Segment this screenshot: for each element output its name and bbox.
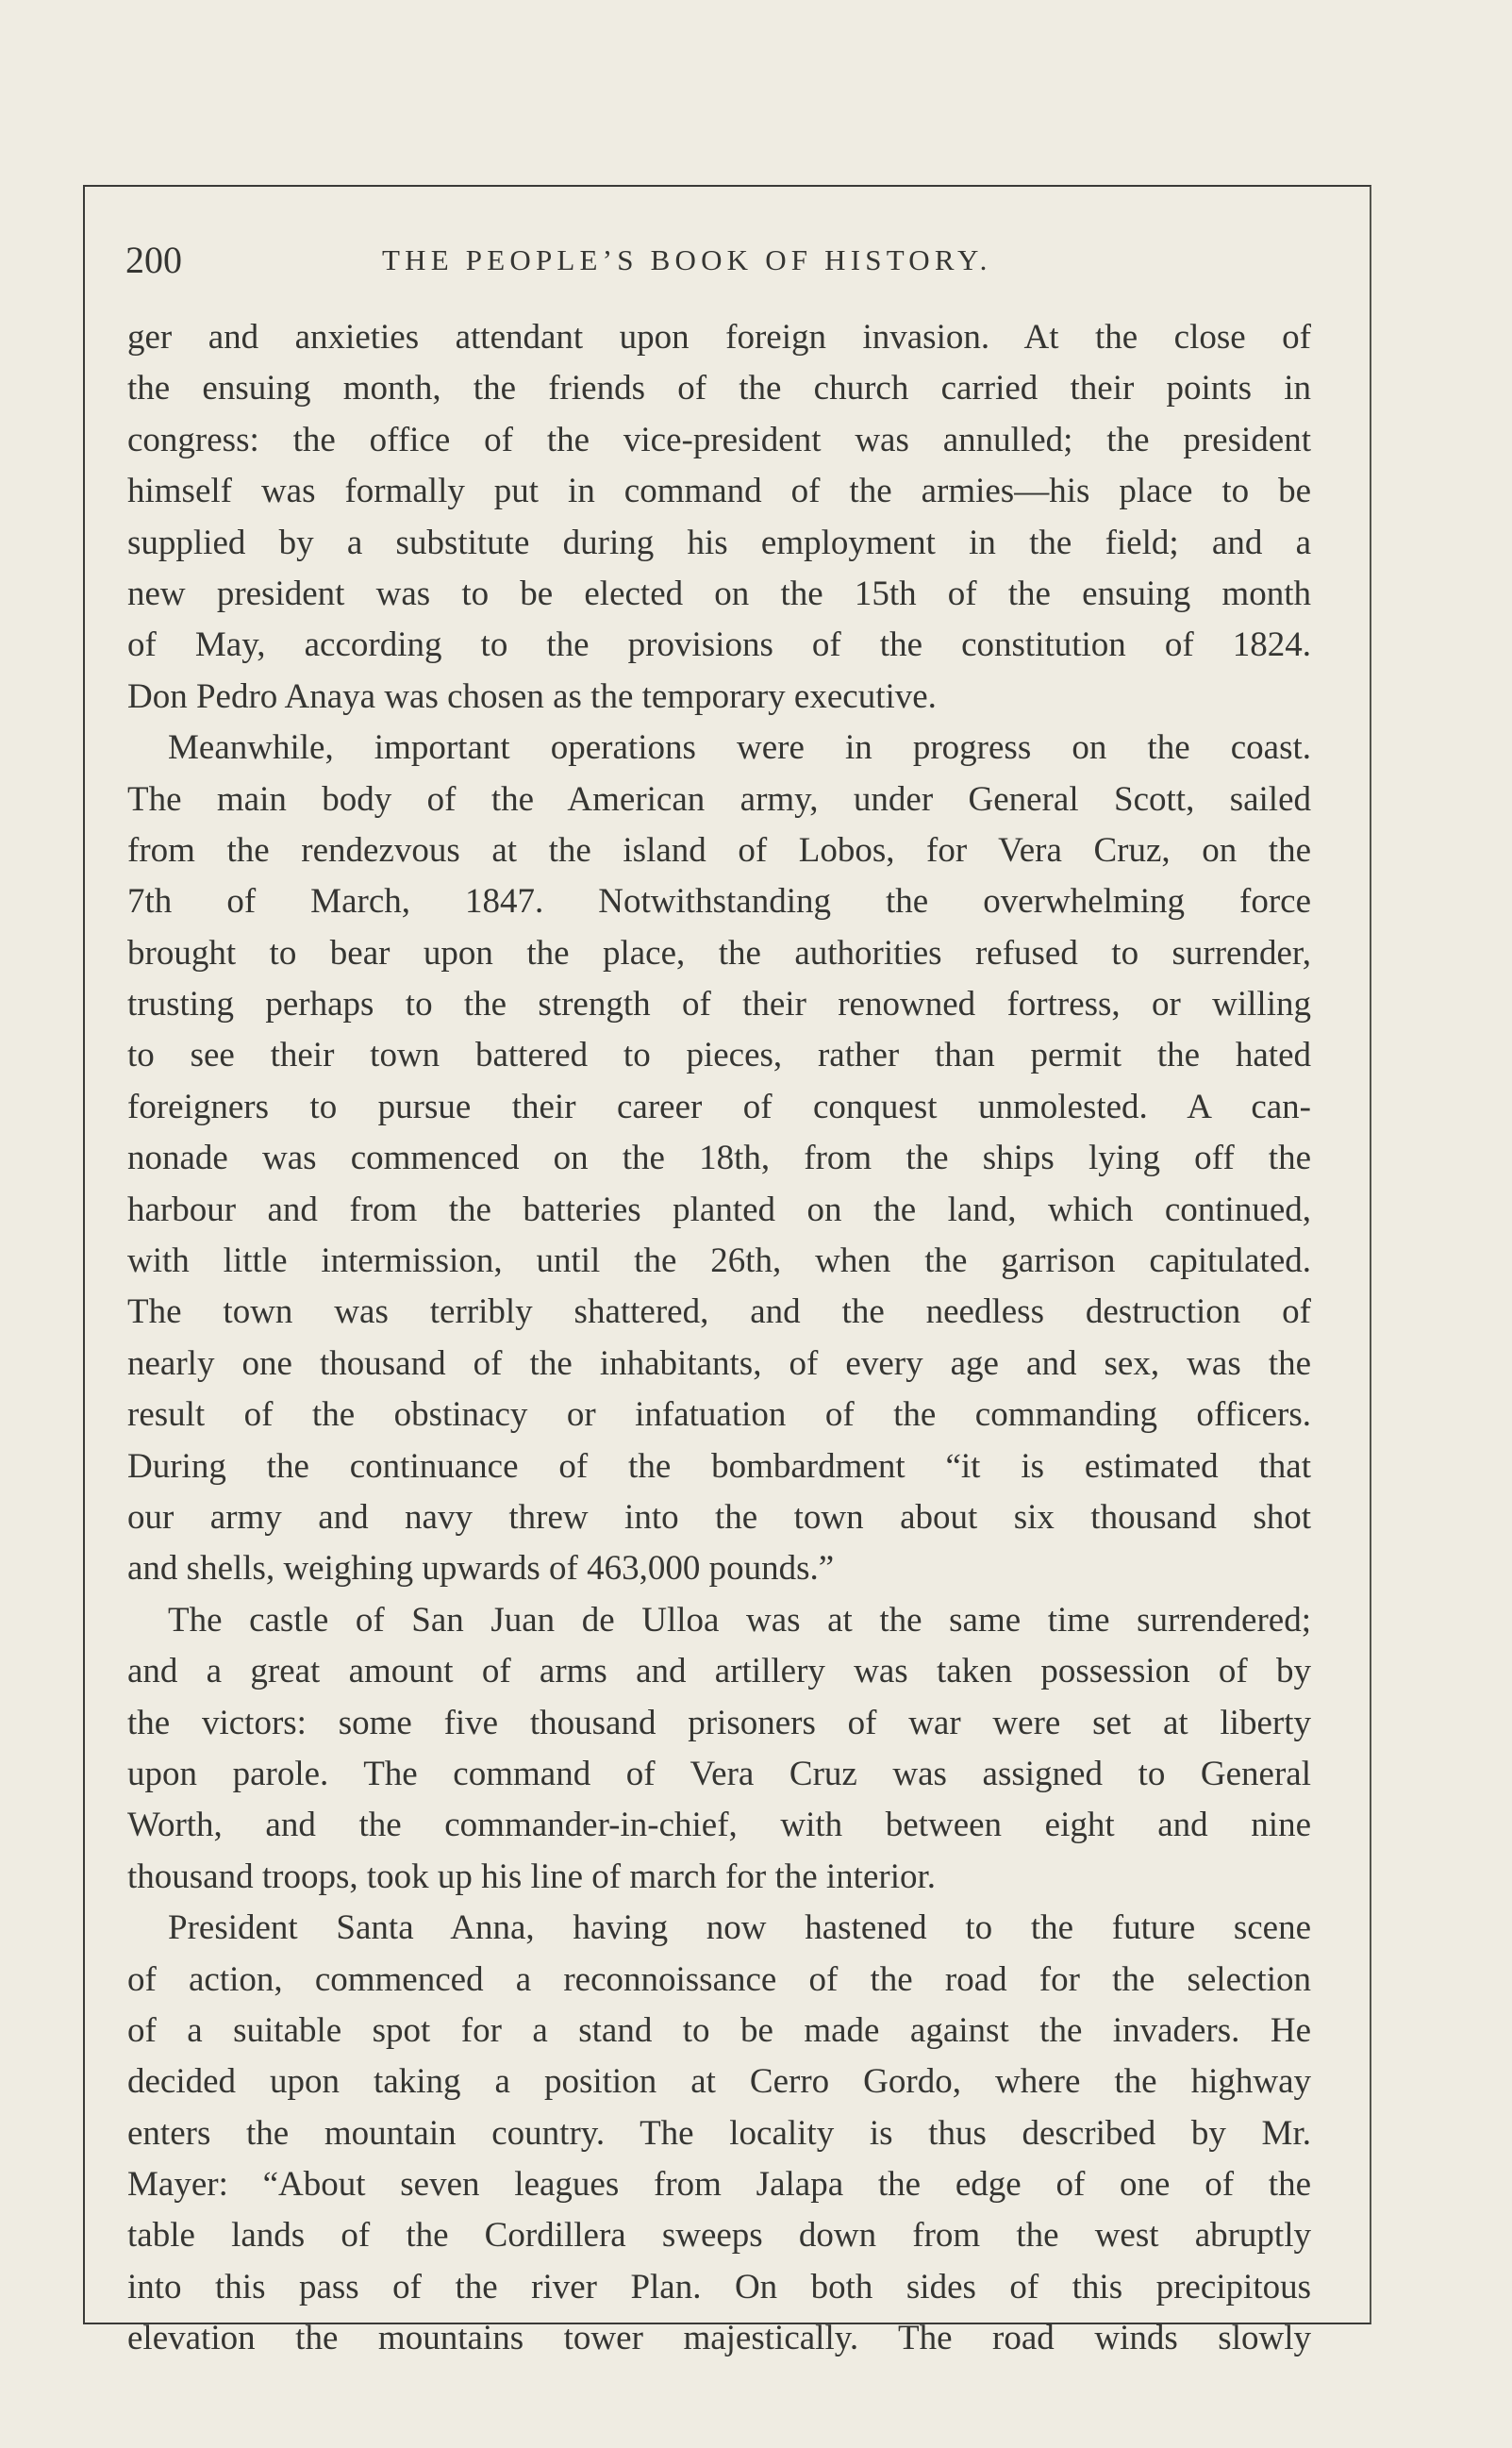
text-line: elevation the mountains tower majestically. The road winds slowly bbox=[127, 2319, 1311, 2358]
text-line: During the continuance of the bombardment “it is estimated that bbox=[127, 1446, 1311, 1486]
text-line: supplied by a substitute during his employment in the field; and a bbox=[127, 523, 1311, 562]
text-line: result of the obstinacy or infatuation of the commanding officers. bbox=[127, 1395, 1311, 1435]
text-line: nonade was commenced on the 18th, from the ships lying off the bbox=[127, 1139, 1311, 1178]
text-line: Mayer: “About seven leagues from Jalapa the edge of one of the bbox=[127, 2165, 1311, 2205]
running-title: THE PEOPLE’S BOOK OF HISTORY. bbox=[382, 243, 992, 276]
text-line: upon parole. The command of Vera Cruz was assigned to General bbox=[127, 1754, 1311, 1793]
text-line: into this pass of the river Plan. On both sides of this precipitous bbox=[127, 2267, 1311, 2306]
text-line: 7th of March, 1847. Notwithstanding the overwhelming force bbox=[127, 882, 1311, 922]
text-line: the victors: some five thousand prisoners of war were set at liberty bbox=[127, 1703, 1311, 1742]
body-text bbox=[127, 312, 1311, 2365]
paragraph bbox=[127, 1903, 1311, 2365]
text-line: nearly one thousand of the inhabitants, of every age and sex, was the bbox=[127, 1343, 1311, 1383]
text-line: table lands of the Cordillera sweeps down from the west abruptly bbox=[127, 2216, 1311, 2256]
text-line: with little intermission, until the 26th, when the garrison capitulated. bbox=[127, 1241, 1311, 1281]
paragraph bbox=[127, 1595, 1311, 1903]
text-line: of action, commenced a reconnoissance of the road for the selection bbox=[127, 1959, 1311, 1999]
text-line: The castle of San Juan de Ulloa was at the same time surrendered; bbox=[168, 1600, 1311, 1640]
text-line: The main body of the American army, under General Scott, sailed bbox=[127, 779, 1311, 819]
text-line: from the rendezvous at the island of Lobos, for Vera Cruz, on the bbox=[127, 830, 1311, 870]
text-line: The town was terribly shattered, and the needless destruction of bbox=[127, 1292, 1311, 1332]
text-line: himself was formally put in command of the armies—his place to be bbox=[127, 472, 1311, 511]
text-line: brought to bear upon the place, the authorities refused to surrender, bbox=[127, 933, 1311, 973]
text-line: decided upon taking a position at Cerro Gordo, where the highway bbox=[127, 2062, 1311, 2102]
text-line: to see their town battered to pieces, rather than permit the hated bbox=[127, 1036, 1311, 1075]
text-line: President Santa Anna, having now hastened to the future scene bbox=[168, 1908, 1311, 1948]
paragraph bbox=[127, 723, 1311, 1595]
text-line: foreigners to pursue their career of conquest unmolested. A can- bbox=[127, 1087, 1311, 1126]
text-line: congress: the office of the vice-president was annulled; the president bbox=[127, 420, 1311, 459]
text-line: new president was to be elected on the 15th of the ensuing month bbox=[127, 574, 1311, 613]
text-line: enters the mountain country. The locality is thus described by Mr. bbox=[127, 2113, 1311, 2153]
text-line: and shells, weighing upwards of 463,000 pounds.” bbox=[127, 1549, 835, 1589]
text-line: our army and navy threw into the town about six thousand shot bbox=[127, 1497, 1311, 1537]
text-line: of May, according to the provisions of the constitution of 1824. bbox=[127, 625, 1311, 665]
text-line: the ensuing month, the friends of the church carried their points in bbox=[127, 369, 1311, 408]
paragraph bbox=[127, 312, 1311, 723]
text-line: of a suitable spot for a stand to be made against the invaders. He bbox=[127, 2010, 1311, 2050]
text-line: ger and anxieties attendant upon foreign invasion. At the close of bbox=[127, 318, 1311, 357]
text-line: thousand troops, took up his line of march for the interior. bbox=[127, 1857, 937, 1896]
text-line: Don Pedro Anaya was chosen as the temporary executive. bbox=[127, 676, 937, 716]
text-line: and a great amount of arms and artillery was taken possession of by bbox=[127, 1652, 1311, 1691]
text-line: trusting perhaps to the strength of their renowned fortress, or willing bbox=[127, 985, 1311, 1024]
text-line: Worth, and the commander-in-chief, with between eight and nine bbox=[127, 1806, 1311, 1845]
text-line: Meanwhile, important operations were in progress on the coast. bbox=[168, 728, 1311, 768]
page-number: 200 bbox=[125, 239, 182, 281]
text-line: harbour and from the batteries planted on the land, which continued, bbox=[127, 1190, 1311, 1229]
